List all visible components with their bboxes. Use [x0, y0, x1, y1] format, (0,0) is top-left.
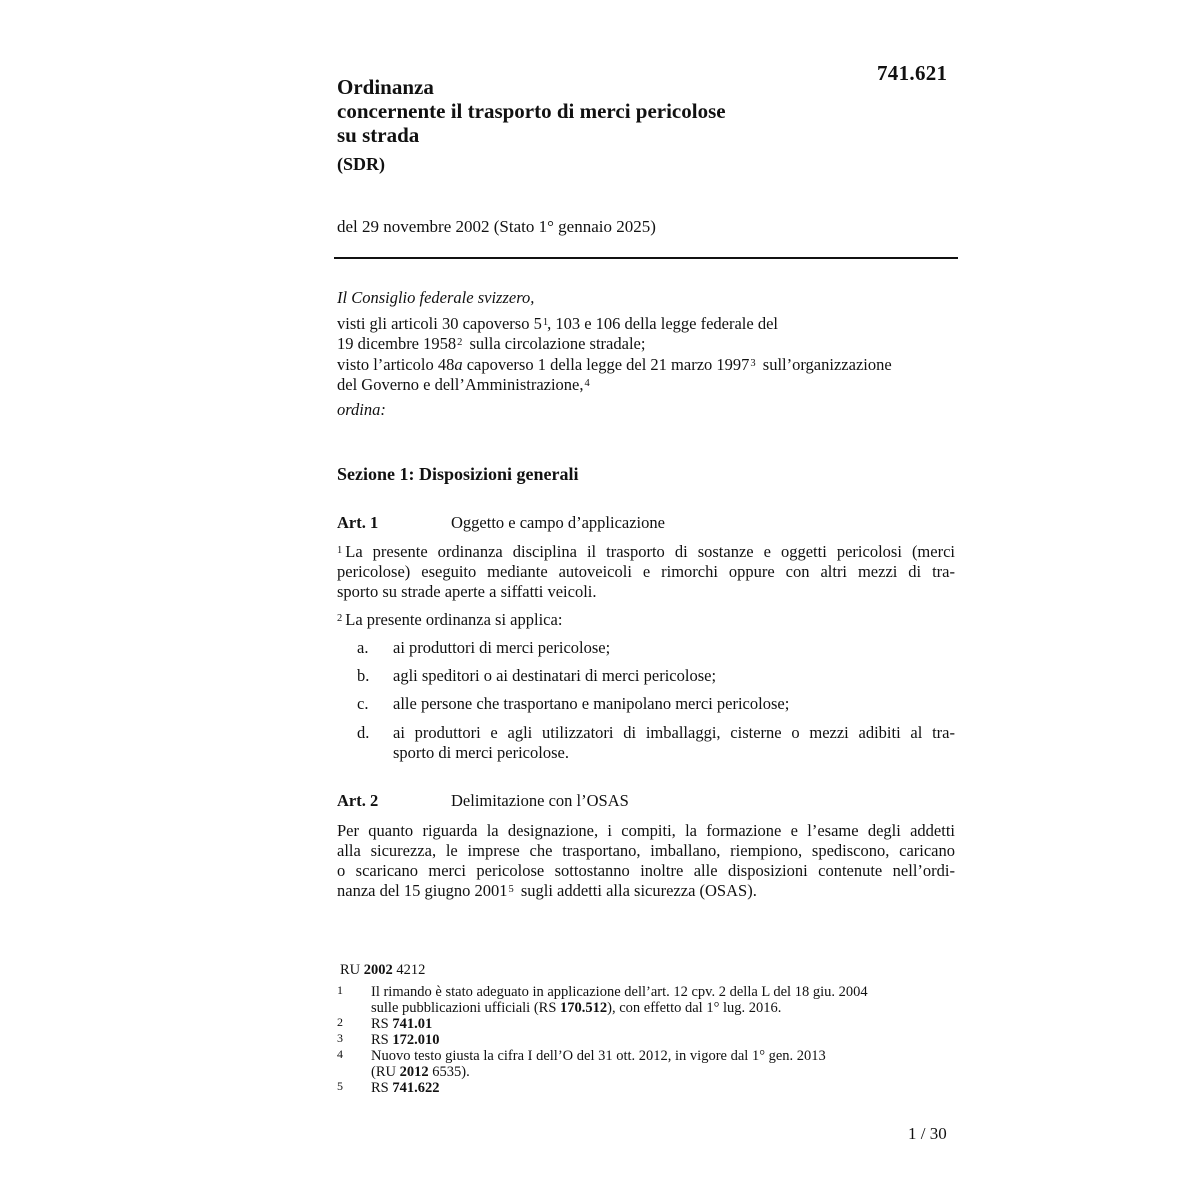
list-item-text-a: ai produttori di merci pericolose; — [393, 638, 611, 657]
paragraph-number-2: 2 — [337, 613, 343, 624]
preamble-line-2: 19 dicembre 1958$^2$ sulla circolazione stradale; — [337, 334, 646, 353]
footnote-ref-1[interactable]: 1 — [542, 317, 549, 328]
title-line-1: Ordinanza — [337, 75, 434, 99]
art2-paragraph: Per quanto riguarda la designazione, i compiti, la formazione e l’esame degli addetti alla sicurezza, le imprese che trasportano, imballano, riempiono, spediscono, caricano o scaricano merci pericolose sottostanno inoltre alle disposizioni contenute nell’ordi- nanza del 15 giugno 2001$^5$ sugli addetti alla sicurezza (OSAS). — [337, 821, 955, 900]
preamble-line-4: del Governo e dell’Amministrazione,$^4$ — [337, 375, 590, 394]
footnote-number-4: 4 — [337, 1047, 343, 1061]
title-line-2: concernente il trasporto di merci pericolose — [337, 99, 726, 123]
title-line-3: su strada — [337, 123, 420, 147]
list-item-letter-d: d. — [357, 723, 370, 742]
art1-paragraph-1: $^1$ La presente ordinanza disciplina il trasporto di sostanze e oggetti pericolosi (merci pericolose) eseguito mediante autoveicoli e rimorchi oppure con altri mezzi di tra- sporto su strade aperte a siffatti veicoli. — [337, 542, 955, 601]
page-number: 1 / 30 — [908, 1124, 947, 1143]
document-date: del 29 novembre 2002 (Stato 1° gennaio 2025) — [337, 217, 656, 236]
preamble-authority: Il Consiglio federale svizzero, — [337, 288, 535, 307]
footnote-ref-2[interactable]: 2 — [457, 337, 463, 348]
preamble-ordina: ordina: — [337, 400, 386, 419]
list-item-letter-a: a. — [357, 638, 369, 657]
footnote-number-3: 3 — [337, 1031, 343, 1045]
ru-reference: RU 2002 4212 — [340, 962, 426, 978]
footnote-4: Nuovo testo giusta la cifra I dell’O del 31 ott. 2012, in vigore dal 1° gen. 2013 (RU 2012 6535). — [371, 1048, 826, 1080]
art1-paragraph-2: $^2$ La presente ordinanza si applica: — [337, 610, 563, 629]
list-item-text-b: agli speditori o ai destinatari di merci pericolose; — [393, 666, 717, 685]
list-item-text-c: alle persone che trasportano e manipolano merci pericolose; — [393, 694, 790, 713]
document-number: 741.621 — [877, 61, 948, 85]
footnote-number-1: 1 — [337, 983, 343, 997]
footnote-5: RS 741.622 — [371, 1080, 440, 1096]
preamble-line-3: visto l’articolo 48a capoverso 1 della legge del 21 marzo 1997$^3$ sull’organizzazione — [337, 355, 892, 374]
paragraph-number-1: 1 — [337, 545, 343, 556]
preamble-line-1: visti gli articoli 30 capoverso 5$^1$, 103 e 106 della legge federale del — [337, 314, 778, 333]
footnote-ref-4[interactable]: 4 — [584, 378, 590, 389]
art2-label: Art. 2 — [337, 791, 379, 810]
list-item-text-d: ai produttori e agli utilizzatori di imballaggi, cisterne o mezzi adibiti al tra- sporto di merci pericolose. — [393, 723, 955, 762]
art1-label: Art. 1 — [337, 513, 379, 532]
art1-title: Oggetto e campo d’applicazione — [451, 513, 665, 532]
footnote-3: RS 172.010 — [371, 1032, 440, 1048]
art2-title: Delimitazione con l’OSAS — [451, 791, 629, 810]
footnote-ref-3[interactable]: 3 — [750, 358, 756, 369]
footnote-1: Il rimando è stato adeguato in applicazione dell’art. 12 cpv. 2 della L del 18 giu. 2004 sulle pubblicazioni ufficiali (RS 170.512), con effetto dal 1° lug. 2016. — [371, 984, 868, 1016]
footnote-number-5: 5 — [337, 1079, 343, 1093]
abbreviation: (SDR) — [337, 154, 385, 174]
footnote-number-2: 2 — [337, 1015, 343, 1029]
footnote-2: RS 741.01 — [371, 1016, 433, 1032]
header-rule — [334, 257, 958, 259]
footnote-ref-5[interactable]: 5 — [508, 884, 514, 895]
list-item-letter-b: b. — [357, 666, 370, 685]
section-heading: Sezione 1: Disposizioni generali — [337, 464, 579, 484]
list-item-letter-c: c. — [357, 694, 369, 713]
